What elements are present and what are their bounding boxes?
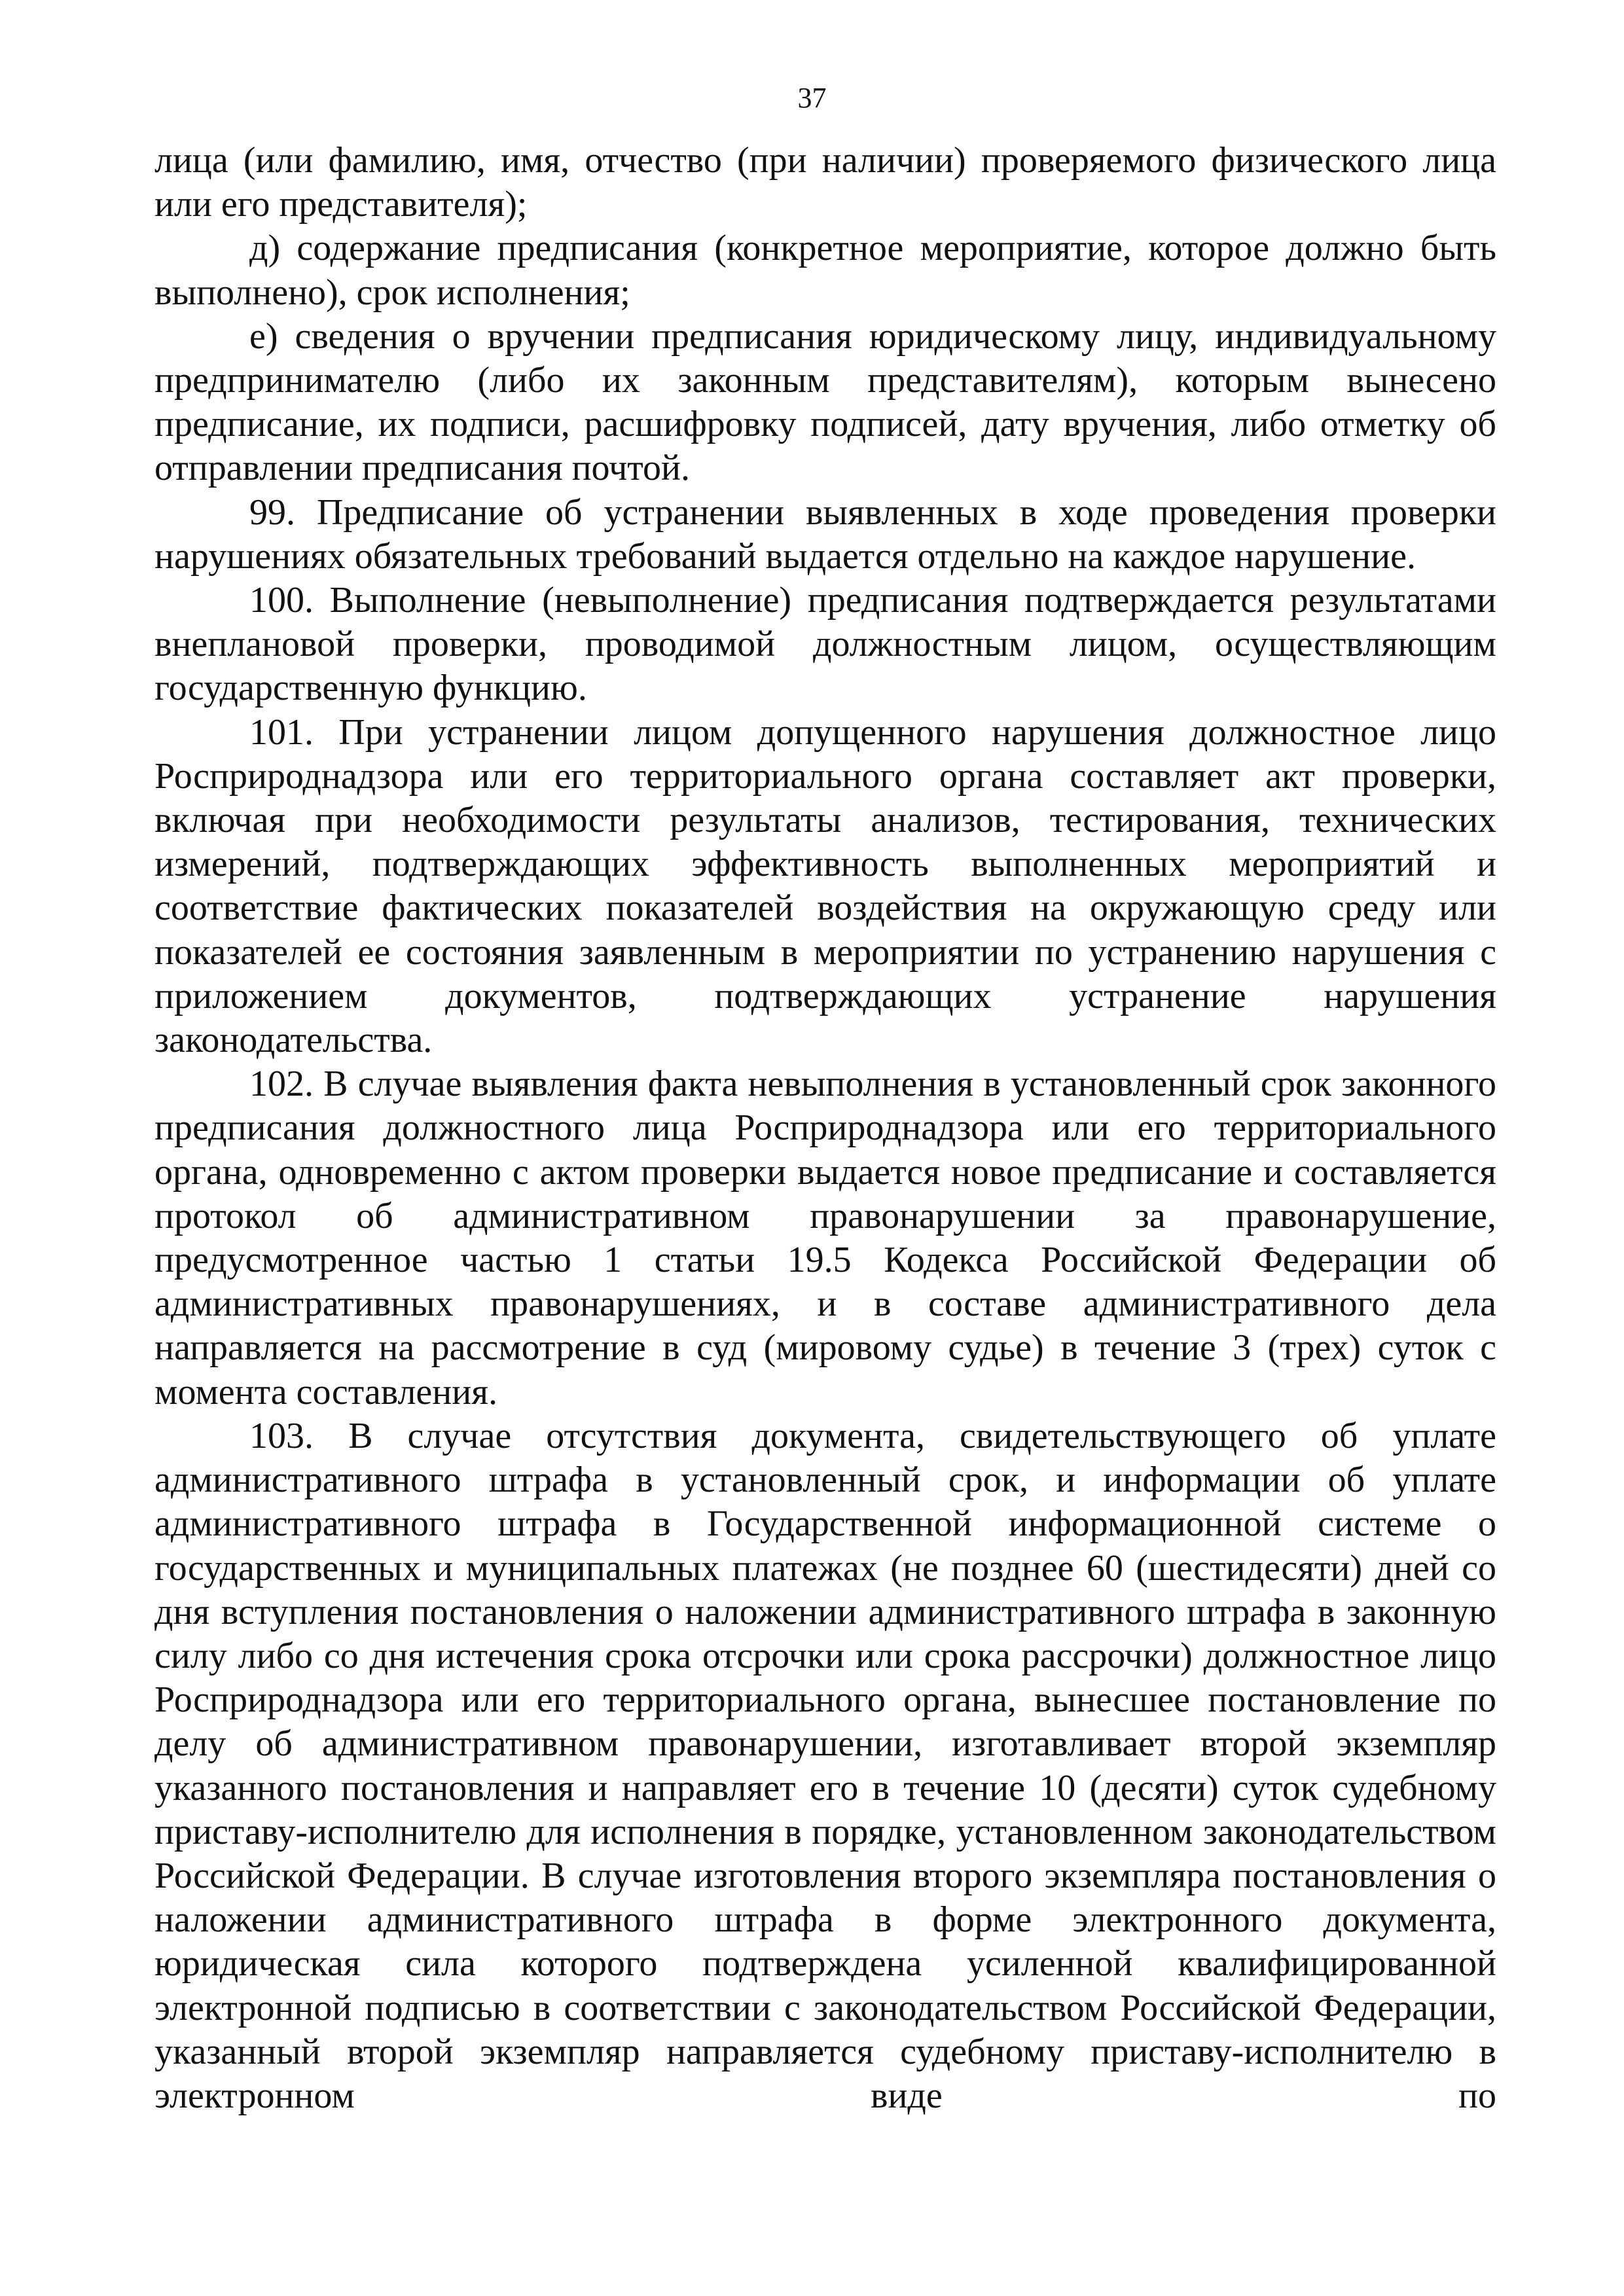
paragraph-item-d: д) содержание предписания (конкретное мероприятие, которое должно быть выполнено), срок исполнения; [154, 228, 1496, 313]
document-body [154, 139, 1496, 2118]
paragraph-99: 99. Предписание об устранении выявленных в ходе проведения проверки нарушениях обязательных требований выдается отдельно на каждое нарушение. [154, 492, 1496, 577]
paragraph-item-e: е) сведения о вручении предписания юридическому лицу, индивидуальному предпринимателю (либо их законным представителям), которым вынесено предписание, их подписи, расшифровку подписей, дату вручения, либо отметку об отправлении предписания почтой. [154, 315, 1496, 489]
paragraph-continuation: лица (или фамилию, имя, отчество (при наличии) проверяемого физического лица или его представителя); [154, 140, 1496, 225]
paragraph-103: 103. В случае отсутствия документа, свидетельствующего об уплате административного штрафа в установленный срок, и информации об уплате административного штрафа в Государственной информационной системе о государственных и муниципальных платежах (не позднее 60 (шестидесяти) дней со дня вступления постановления о наложении административного штрафа в законную силу либо со дня истечения срока отсрочки или срока рассрочки) должностное лицо Росприроднадзора или его территориального органа, вынесшее постановление по делу об административном правонарушении, изготавливает второй экземпляр указанного постановления и направляет его в течение 10 (десяти) суток судебному приставу-исполнителю для исполнения в порядке, установленном законодательством Российской Федерации. В случае изготовления второго экземпляра постановления о наложении административного штрафа в форме электронного документа, юридическая сила которого подтверждена усиленной квалифицированной электронной подписью в соответствии с законодательством Российской Федерации, указанный второй экземпляр направляется судебному приставу-исполнителю в электронном виде по [154, 1415, 1496, 2116]
paragraph-101: 101. При устранении лицом допущенного нарушения должностное лицо Росприроднадзора или его территориального органа составляет акт проверки, включая при необходимости результаты анализов, тестирования, технических измерений, подтверждающих эффективность выполненных мероприятий и соответствие фактических показателей воздействия на окружающую среду или показателей ее состояния заявленным в мероприятии по устранению нарушения с приложением документов, подтверждающих устранение нарушения законодательства. [154, 711, 1496, 1061]
paragraph-100: 100. Выполнение (невыполнение) предписания подтверждается результатами внеплановой проверки, проводимой должностным лицом, осуществляющим государственную функцию. [154, 580, 1496, 709]
page-number: 37 [797, 82, 827, 114]
paragraph-102: 102. В случае выявления факта невыполнения в установленный срок законного предписания должностного лица Росприроднадзора или его территориального органа, одновременно с актом проверки выдается новое предписание и составляется протокол об административном правонарушении за правонарушение, предусмотренное частью 1 статьи 19.5 Кодекса Российской Федерации об административных правонарушениях, и в составе административного дела направляется на рассмотрение в суд (мировому судье) в течение 3 (трех) суток с момента составления. [154, 1064, 1496, 1412]
